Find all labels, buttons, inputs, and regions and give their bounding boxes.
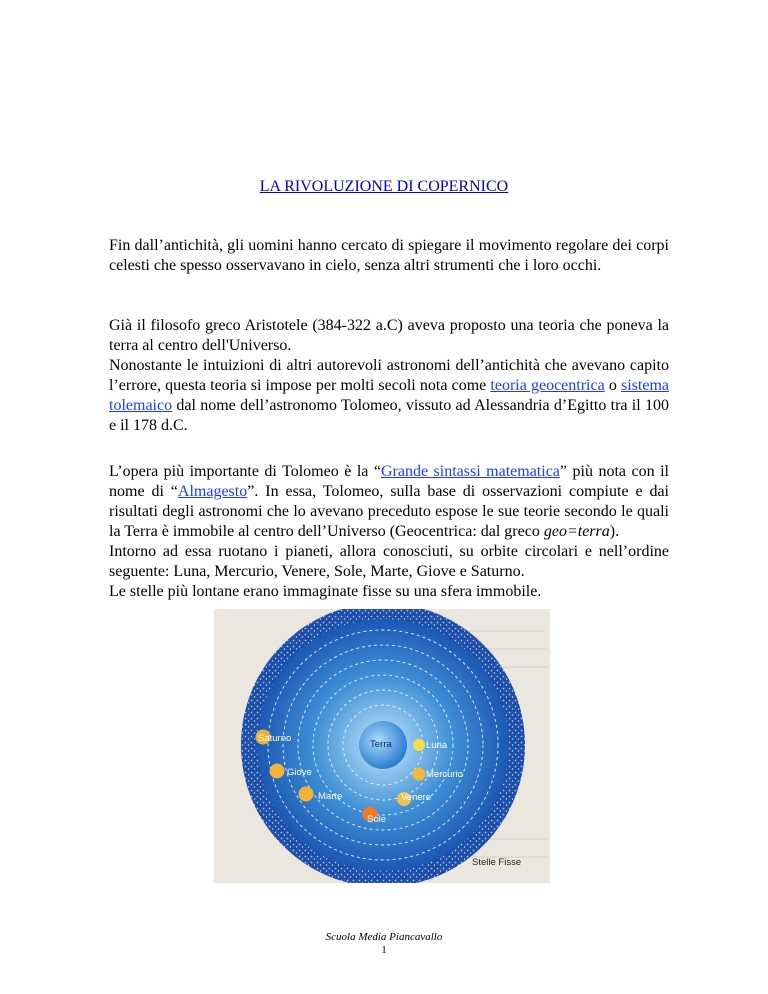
label-mercurio: Mercurio (426, 769, 463, 780)
planet-giove (270, 764, 285, 779)
paragraph-fixed-stars: Le stelle più lontane erano immaginate fisse su una sfera immobile. (109, 583, 542, 600)
paragraph-tolomeo (109, 462, 669, 602)
geocentric-diagram-svg (214, 609, 550, 883)
paragraph-planets-order: Intorno ad essa ruotano i pianeti, allora conosciuti, su orbite circolari e nell’ordine seguente: Luna, Mercurio, Venere, Sole, Marte, Giove e Saturno. (109, 543, 669, 580)
link-almagesto[interactable]: Almagesto (177, 483, 248, 500)
planet-mercurio (413, 768, 426, 781)
page-footer (0, 931, 768, 957)
label-sole: Sole (367, 814, 387, 825)
page-title: LA RIVOLUZIONE DI COPERNICO (259, 178, 509, 195)
label-stelle-fisse: Stelle Fisse (472, 857, 522, 868)
label-giove: Giove (287, 767, 312, 778)
label-luna: Luna (426, 740, 448, 751)
paragraph-intro: Fin dall’antichità, gli uomini hanno cercato di spiegare il movimento regolare dei corpi celesti che spesso osservavano in cielo, senza altri strumenti che i loro occhi. (109, 237, 669, 274)
label-saturno: Saturno (258, 733, 292, 744)
label-venere: Venere (401, 792, 432, 803)
paragraph-almagesto: L’opera più importante di Tolomeo è la “Grande sintassi matematica” più nota con il nome di “Almagesto”. In essa, Tolomeo, sulla base di osservazioni compiute e dai risultati degli astronomi che lo avevano preceduto espose le sue teorie secondo le quali la Terra è immobile al centro dell’Universo (Geocentrica: dal greco geo=terra). (109, 463, 669, 540)
footer-page-number: 1 (381, 944, 387, 956)
link-teoria-geocentrica[interactable]: teoria geocentrica (490, 377, 605, 394)
footer-school-name: Scuola Media Piancavallo (325, 931, 443, 943)
planet-luna (413, 739, 425, 751)
label-marte: Marte (318, 791, 343, 802)
geocentric-diagram (214, 609, 550, 883)
paragraph-geocentric: Nonostante le intuizioni di altri autorevoli astronomi dell’antichità che avevano capito l’errore, questa teoria si impose per molti secoli nota come teoria geocentrica o sistema tolemaico dal nome dell’astronomo Tolomeo, vissuto ad Alessandria d’Egitto tra il 100 e il 178 d.C. (109, 357, 670, 434)
link-grande-sintassi[interactable]: Grande sintassi matematica (380, 463, 560, 480)
planet-marte (299, 787, 314, 802)
paragraph-aristotle-line: Già il filosofo greco Aristotele (384-322 a.C) aveva proposto una teoria che poneva la terra al centro dell'Universo. (109, 317, 669, 354)
link-sistema-tolemaico[interactable]: sistema tolemaico (109, 377, 670, 414)
paragraph-aristotle (109, 316, 669, 436)
label-terra: Terra (370, 739, 392, 750)
